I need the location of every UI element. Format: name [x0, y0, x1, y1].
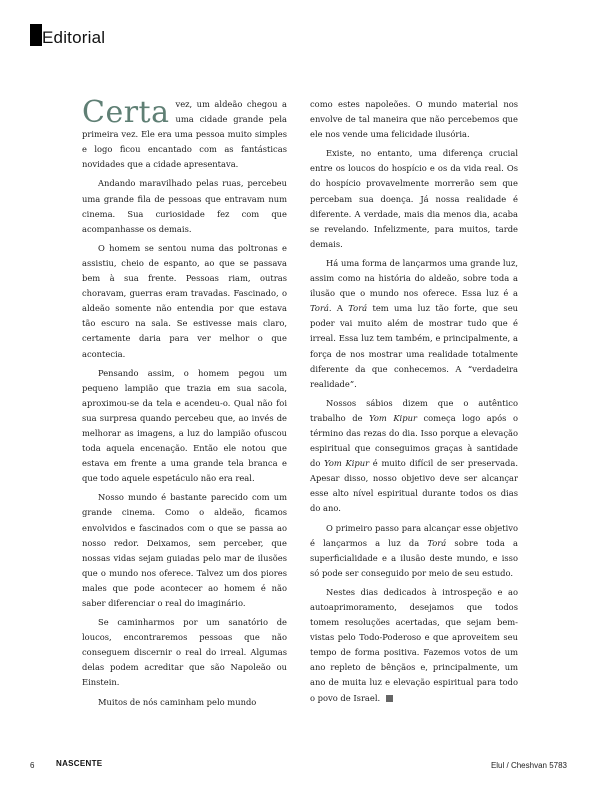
- article-paragraph: Nestes dias dedicados à introspeção e ao autoaprimoramento, desejamos que todos tomem resoluções acertadas, que sejam bem-vistas pelo Todo-Poderoso e que aproveitem seu tempo de forma positiva. Fazemos votos de um ano repleto de bênçãos e, principalmente, um ano de muita luz e elevação espiritual para todo o povo de Israel.: [310, 586, 518, 703]
- article-paragraph: O primeiro passo para alcançar esse objetivo é lançarmos a luz da Torá sobre toda a superficialidade e a ilusão deste mundo, e isso só pode ser conseguido por meio de seu estudo.: [310, 522, 518, 578]
- drop-cap-word: Certa: [82, 95, 170, 130]
- article-paragraph: Há uma forma de lançarmos uma grande luz, assim como na história do aldeão, sobre toda a ilusão que o mundo nos oferece. Essa luz é a Torá. A Torá tem uma luz tão forte, que seu poder vai muito além de mostrar tudo que é irreal. Essa luz tem também, e principalmente, a força de nos mostrar uma realidade totalmente diferente da que conhecemos. A “verdadeira realidade”.: [310, 257, 519, 389]
- article-paragraph: Se caminharmos por um sanatório de loucos, encontraremos pessoas que não conseguem discernir o real do irreal. Algumas delas podem acreditar que são Napoleão ou Einstein.: [82, 617, 287, 688]
- article-paragraph: Nossos sábios dizem que o autêntico trabalho de Yom Kipur começa logo após o término das rezas do dia. Isso porque a elevação espiritual que conseguimos graças à santidade do Yom Kipur é muito difícil de ser preservada. Apesar disso, nosso objetivo deve ser alcançar esse alto nível espiritual durante todos os dias do ano.: [310, 397, 518, 514]
- article-right-column: [310, 97, 518, 710]
- article-paragraph: O homem se sentou numa das poltronas e assistiu, cheio de espanto, ao que se passava bem à sua frente. Pessoas riam, outras choravam, guerras eram travadas. Fascinado, o aldeão somente não entendia por que estava tão escuro na sala. Se estivesse mais claro, certamente daria para ver melhor o que acontecia.: [82, 242, 287, 359]
- magazine-logo: NASCENTE: [56, 759, 103, 768]
- section-marker-box: [30, 24, 42, 46]
- article-paragraph: Existe, no entanto, uma diferença crucial entre os loucos do hospício e os da vida real. Os do hospício provavelmente morrerão sem que percebam sua doença. Já nossa realidade é diferente. A verdade, mais dia menos dia, acaba se revelando. Infelizmente, para muitos, tarde demais.: [310, 148, 518, 249]
- article-paragraph: Nosso mundo é bastante parecido com um grande cinema. Como o aldeão, ficamos envolvidos e fascinados com o que se passa ao nosso redor. Deixamos, sem perceber, que nossas vidas sejam guiadas pelo mar de ilusões que o mundo nos oferece. Talvez um dos piores males que pode acontecer ao homem é não saber diferenciar o real do imaginário.: [82, 492, 287, 608]
- section-header: [30, 20, 105, 46]
- page-number: 6: [30, 761, 35, 770]
- issue-date: Elul / Cheshvan 5783: [490, 761, 567, 770]
- article-left-column: [82, 97, 287, 714]
- article-paragraph: Certa vez, um aldeão chegou a uma cidade grande pela primeira vez. Ele era uma pessoa muito simples e logo ficou encantado com as fantásticas novidades que a cidade apresentava.: [82, 95, 287, 170]
- end-of-article-square-icon: [386, 695, 393, 702]
- section-title: Editorial: [42, 28, 106, 47]
- article-paragraph: Andando maravilhado pelas ruas, percebeu uma grande fila de pessoas que entravam num cinema. Sua curiosidade fez com que acompanhasse os demais.: [82, 178, 287, 234]
- article-paragraph: Pensando assim, o homem pegou um pequeno lampião que trazia em sua sacola, aproximou-se da tela e acendeu-o. Qual não foi sua surpresa quando percebeu que, ao invés de melhorar as imagens, a luz do lampião ofuscou toda aquela encenação. Então ele notou que estava em frente a uma grande tela branca e que todo aquele espetáculo não era real.: [82, 367, 287, 484]
- article-paragraph: Muitos de nós caminham pelo mundo: [98, 696, 257, 707]
- article-paragraph: como estes napoleões. O mundo material nos envolve de tal maneira que não percebemos que ele nos vende uma felicidade ilusória.: [310, 99, 518, 140]
